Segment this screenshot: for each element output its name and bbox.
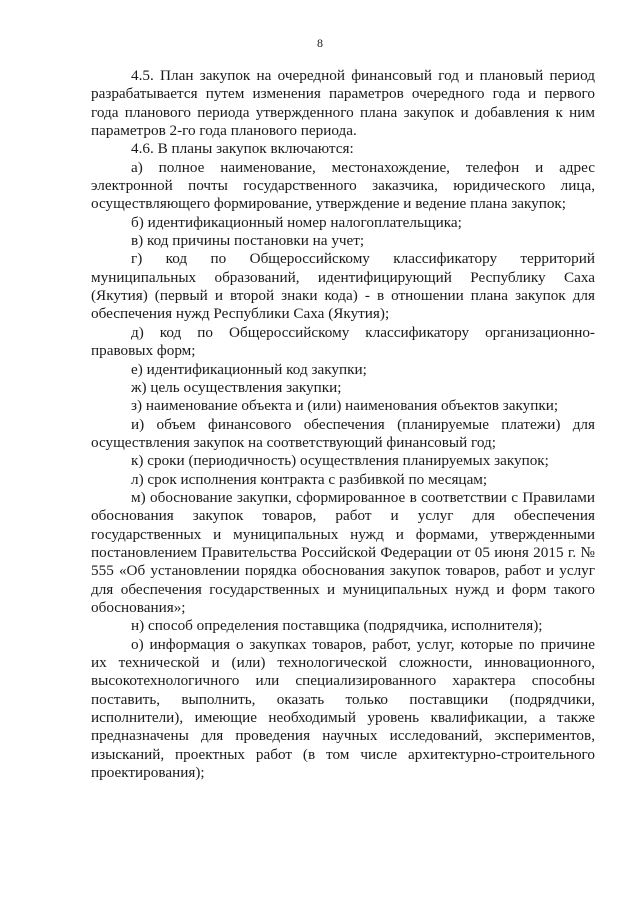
document-body xyxy=(91,67,595,782)
list-item-i: и) объем финансового обеспечения (планируемые платежи) для осуществления закупок на соответствующий финансовый год; xyxy=(91,415,595,451)
list-item-v: в) код причины постановки на учет; xyxy=(131,232,365,250)
paragraph-4-6: 4.6. В планы закупок включаются: xyxy=(131,140,354,158)
list-item-e: е) идентификационный код закупки; xyxy=(131,360,367,378)
list-item-n: н) способ определения поставщика (подрядчика, исполнителя); xyxy=(131,617,543,635)
list-item-zh: ж) цель осуществления закупки; xyxy=(131,378,342,396)
list-item-a: а) полное наименование, местонахождение, телефон и адрес электронной почты государственного заказчика, юридического лица, осуществляющего формирование, утверждение и ведение плана закупок; xyxy=(91,158,595,213)
list-item-l: л) срок исполнения контракта с разбивкой по месяцам; xyxy=(131,470,488,488)
page-number: 8 xyxy=(317,36,323,50)
list-item-b: б) идентификационный номер налогоплательщика; xyxy=(131,213,462,231)
list-item-k: к) сроки (периодичность) осуществления планируемых закупок; xyxy=(131,452,549,470)
list-item-z: з) наименование объекта и (или) наименования объектов закупки; xyxy=(131,397,559,415)
list-item-d: д) код по Общероссийскому классификатору организационно-правовых форм; xyxy=(91,323,595,360)
list-item-m: м) обоснование закупки, сформированное в соответствии с Правилами обоснования закупок товаров, работ и услуг для обеспечения государственных и муниципальных нужд и формами, утвержденными постановлением Правительства Российской Федерации от 05 июня 2015 г. № 555 «Об установлении порядка обоснования закупок товаров, работ и услуг для обеспечения государственных и муниципальных нужд и форм такого обоснования»; xyxy=(91,488,595,616)
list-item-g: г) код по Общероссийскому классификатору территорий муниципальных образований, идентифицирующий Республику Саха (Якутия) (первый и второй знаки кода) - в отношении плана закупок для обеспечения нужд Республики Саха (Якутия); xyxy=(91,250,595,323)
list-item-o: о) информация о закупках товаров, работ, услуг, которые по причине их технической и (или) технологической сложности, инновационного, высокотехнологичного или специализированного характера способны поставить, выполнить, оказать только поставщики (подрядчики, исполнители), имеющие необходимый уровень квалификации, а также предназначены для проведения научных исследований, экспериментов, изысканий, проектных работ (в том числе архитектурно-строительного проектирования); xyxy=(91,635,595,782)
paragraph-4-5: 4.5. План закупок на очередной финансовый год и плановый период разрабатывается путем изменения параметров очередного года и первого года планового периода утвержденного плана закупок и добавления к ним параметров 2-го года планового периода. xyxy=(91,67,595,140)
